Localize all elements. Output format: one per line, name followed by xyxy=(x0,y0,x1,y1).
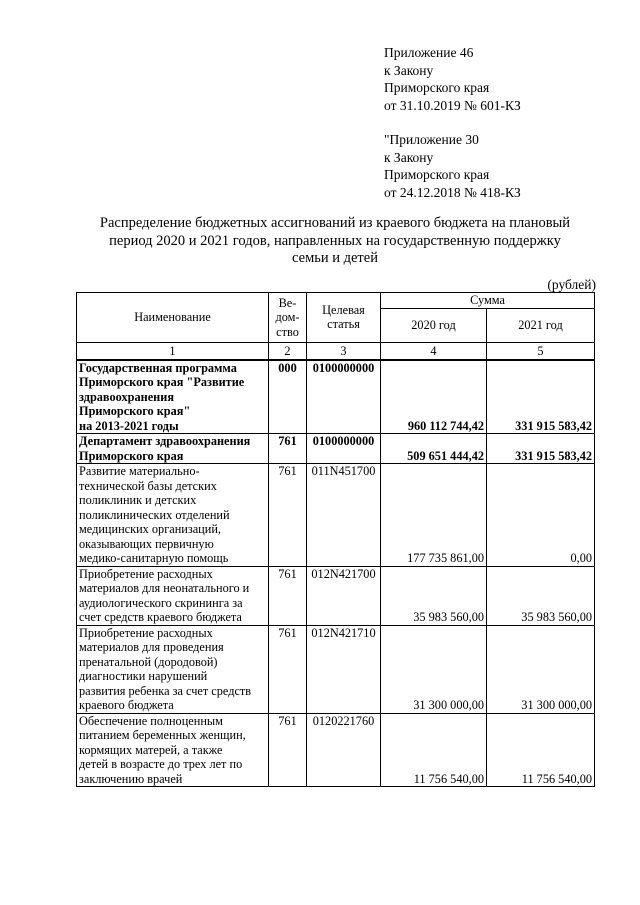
row-name-line: Государственная программа xyxy=(79,360,237,375)
attachment-line: от 31.10.2019 № 601-КЗ xyxy=(384,97,521,113)
header-dept xyxy=(269,293,307,343)
row-dept: 761 xyxy=(269,566,307,625)
row-name-line: поликлиник и детских xyxy=(79,493,197,507)
row-2021: 331 915 583,42 xyxy=(487,360,595,434)
row-2021: 331 915 583,42 xyxy=(487,434,595,464)
column-number: 2 xyxy=(269,342,307,360)
row-name xyxy=(77,360,269,434)
header-dept-line: Ве- xyxy=(278,295,297,310)
original-attachment-line: "Приложение 30 xyxy=(384,132,479,147)
row-name xyxy=(77,434,269,464)
header-sum: Сумма xyxy=(381,293,595,309)
row-2020: 960 112 744,42 xyxy=(381,360,487,434)
table-row xyxy=(77,464,595,567)
title-line: семьи и детей xyxy=(292,250,378,266)
row-name-line: медицинских организаций, xyxy=(79,522,221,536)
row-name-line: заключению врачей xyxy=(79,771,183,786)
row-name-line: материалов для неонатального и xyxy=(79,581,250,595)
row-article: 0100000000 xyxy=(307,434,381,464)
header-article xyxy=(307,293,381,343)
row-2021: 35 983 560,00 xyxy=(487,566,595,625)
row-name-line: медико-санитарную помощь xyxy=(79,551,229,565)
row-2020: 509 651 444,42 xyxy=(381,434,487,464)
original-attachment-line: Приморского края xyxy=(384,167,490,182)
attachment-line: к Закону xyxy=(384,62,434,78)
header-name: Наименование xyxy=(77,293,269,343)
original-attachment-line: к Закону xyxy=(384,149,434,165)
table-row xyxy=(77,434,595,464)
header-dept-line: дом- xyxy=(275,310,300,324)
row-2021: 31 300 000,00 xyxy=(487,625,595,713)
row-name xyxy=(77,625,269,713)
row-name-line: Приобретение расходных xyxy=(79,566,213,581)
row-2020: 35 983 560,00 xyxy=(381,566,487,625)
table-row xyxy=(77,360,595,434)
header-article-line: Целевая xyxy=(322,302,365,317)
row-name-line: питанием беременных женщин, xyxy=(79,728,246,742)
row-name-line: Обеспечение полноценным xyxy=(79,713,223,728)
original-attachment-block xyxy=(384,131,521,201)
row-2020: 31 300 000,00 xyxy=(381,625,487,713)
row-dept: 761 xyxy=(269,713,307,787)
table-row xyxy=(77,625,595,713)
row-dept: 761 xyxy=(269,464,307,567)
column-number: 5 xyxy=(487,342,595,360)
row-name-line: развития ребенка за счет средств xyxy=(79,683,252,698)
row-article: 011N451700 xyxy=(307,464,381,567)
row-name xyxy=(77,566,269,625)
row-2021: 0,00 xyxy=(487,464,595,567)
table-row xyxy=(77,713,595,787)
title-line: период 2020 и 2021 годов, направленных на государственную поддержку xyxy=(109,232,561,249)
row-name-line: Приобретение расходных xyxy=(79,625,213,640)
row-name-line: пренатальной (дородовой) xyxy=(79,654,218,669)
attachment-block xyxy=(384,44,521,114)
budget-table xyxy=(76,292,595,787)
row-name-line: кормящих матерей, а также xyxy=(79,742,223,757)
column-number: 3 xyxy=(307,342,381,360)
column-number: 4 xyxy=(381,342,487,360)
row-name-line: Приморского края "Развитие xyxy=(79,375,245,389)
row-article: 0120221760 xyxy=(307,713,381,787)
table-body xyxy=(77,360,595,787)
row-name-line: детей в возрасте до трех лет по xyxy=(79,757,243,771)
row-name xyxy=(77,713,269,787)
original-attachment-line: от 24.12.2018 № 418-КЗ xyxy=(384,184,521,200)
row-name-line: здравоохранения xyxy=(79,389,174,404)
header-article-line: статья xyxy=(327,317,360,332)
row-article: 012N421710 xyxy=(307,625,381,713)
row-2020: 11 756 540,00 xyxy=(381,713,487,787)
row-name-line: поликлинических отделений xyxy=(79,507,230,522)
row-name-line: материалов для проведения xyxy=(79,640,224,654)
header-2020: 2020 год xyxy=(381,308,487,342)
title-line: Распределение бюджетных ассигнований из краевого бюджета на плановый xyxy=(99,215,571,231)
attachment-line: Приморского края xyxy=(384,80,490,95)
row-2021: 11 756 540,00 xyxy=(487,713,595,787)
row-dept: 000 xyxy=(269,360,307,434)
row-name-line: Приморского края xyxy=(79,448,184,463)
row-name-line: Развитие материально- xyxy=(79,464,200,478)
row-2020: 177 735 861,00 xyxy=(381,464,487,567)
row-name-line: на 2013-2021 годы xyxy=(79,418,179,433)
row-name-line: аудиологического скрининга за xyxy=(79,595,243,610)
row-name-line: Департамент здравоохранения xyxy=(79,434,251,448)
row-dept: 761 xyxy=(269,625,307,713)
header-2021: 2021 год xyxy=(487,308,595,342)
units-label: (рублей) xyxy=(547,277,596,292)
document-title xyxy=(70,215,600,268)
row-dept: 761 xyxy=(269,434,307,464)
row-name-line: Приморского края" xyxy=(79,404,191,418)
row-name-line: счет средств краевого бюджета xyxy=(79,610,242,624)
row-article: 012N421700 xyxy=(307,566,381,625)
row-name-line: технической базы детских xyxy=(79,478,217,493)
header-dept-line: ство xyxy=(276,324,299,339)
row-name-line: оказывающих первичную xyxy=(79,536,214,551)
row-article: 0100000000 xyxy=(307,360,381,434)
table-row xyxy=(77,566,595,625)
column-number: 1 xyxy=(77,342,269,360)
row-name xyxy=(77,464,269,567)
row-name-line: краевого бюджета xyxy=(79,698,174,712)
attachment-line: Приложение 46 xyxy=(384,45,474,60)
row-name-line: диагностики нарушений xyxy=(79,669,208,683)
